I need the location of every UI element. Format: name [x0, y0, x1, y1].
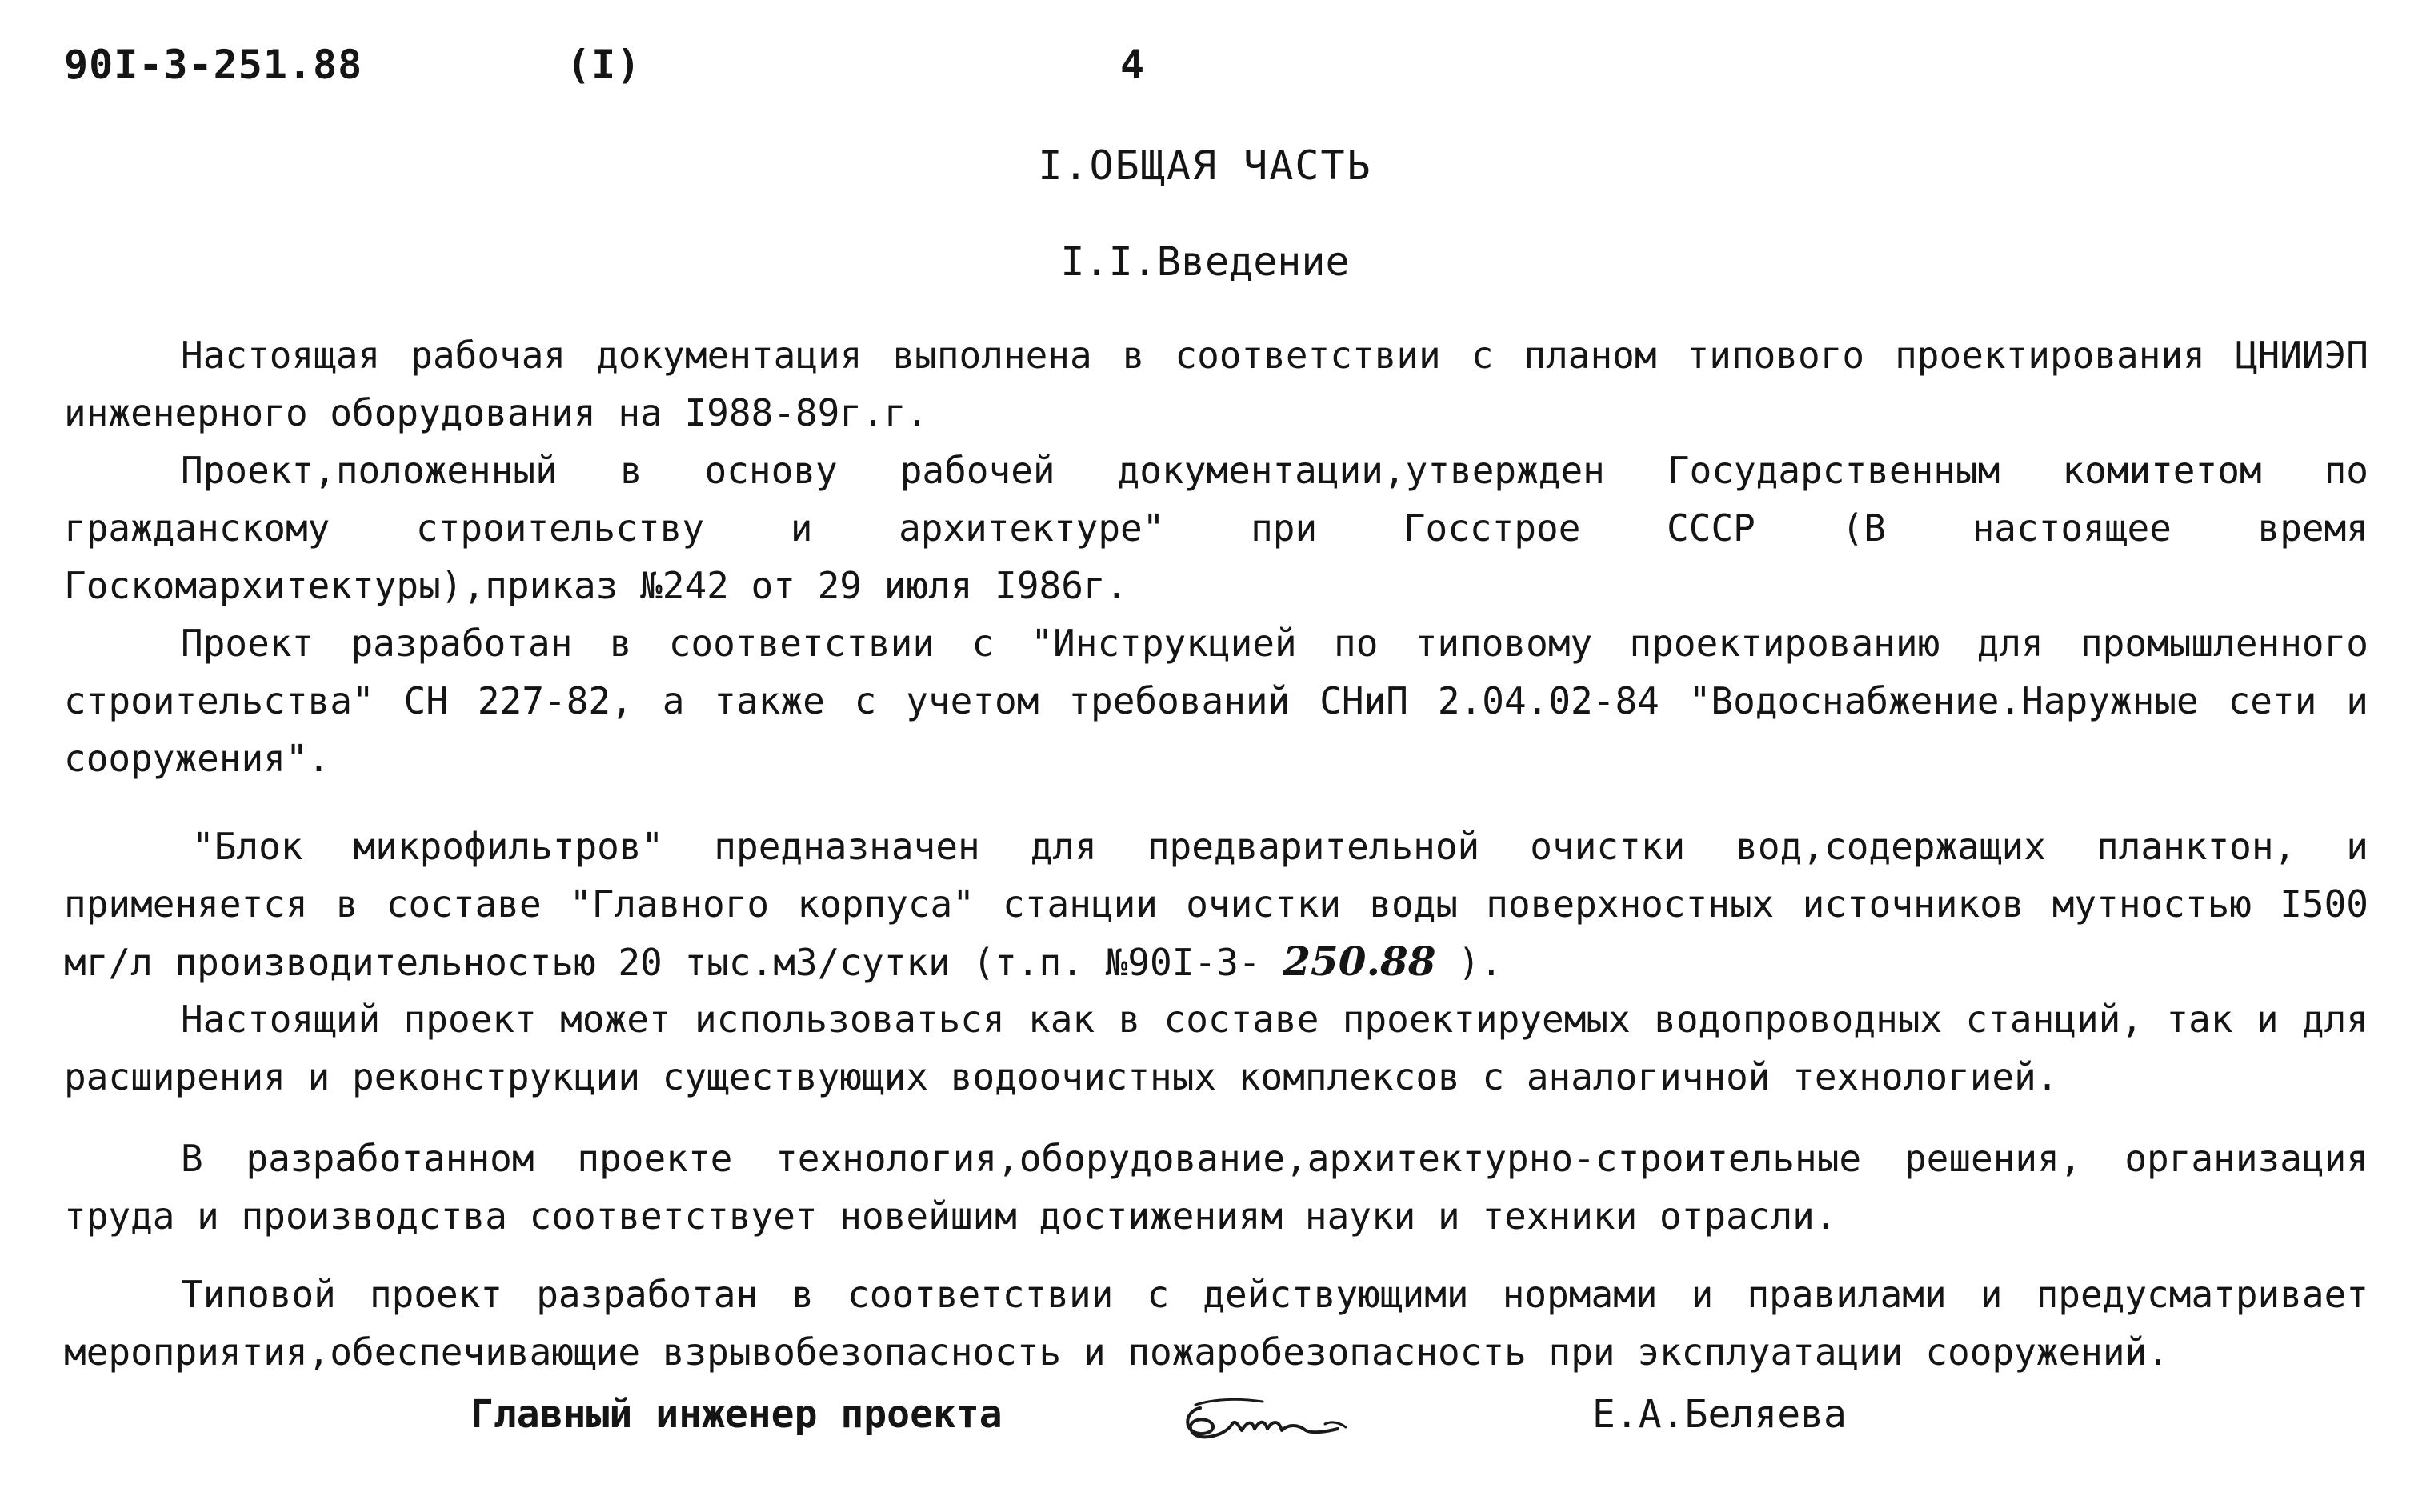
signature-role: Главный инженер проекта	[470, 1392, 1003, 1437]
paragraph-safety: Типовой проект разработан в соответствии с действующими нормами и правилами и предусматривает мероприятия,обеспечивающие взрывобезопасность и пожаробезопасность при эксплуатации сооружений.	[64, 1273, 2368, 1374]
handwritten-signature	[1168, 1384, 1360, 1456]
paragraph-intro: Настоящая рабочая документация выполнена в соответствии с планом типового проектирования ЦНИИЭП инженерного оборудования на I988-89г.г.	[64, 334, 2368, 434]
paragraph-purpose	[64, 818, 2368, 991]
document-part: (I)	[566, 42, 642, 88]
purpose-text-end: ).	[1435, 941, 1503, 984]
signature-name: Е.А.Беляева	[1592, 1392, 1847, 1437]
paragraph-technology: В разработанном проекте технология,оборудование,архитектурно-строительные решения, организация труда и производства соответствует новейшим достижениям науки и техники отрасли.	[64, 1137, 2368, 1238]
section-title: I.ОБЩАЯ ЧАСТЬ	[1038, 142, 1372, 189]
handwritten-project-number: 250.88	[1283, 938, 1436, 985]
subsection-title: I.I.Введение	[1060, 238, 1350, 285]
page-number: 4	[1120, 42, 1146, 88]
signature-block	[0, 1392, 2410, 1456]
paragraph-usage: Настоящий проект может использоваться как в составе проектируемых водопроводных станций, так и для расширения и реконструкции существующих водоочистных комплексов с аналогичной технологией.	[64, 998, 2368, 1098]
purpose-text: "Блок микрофильтров" предназначен для предварительной очистки вод,содержащих планктон, и применяется в составе "Главного корпуса" станции очистки воды поверхностных источников мутностью I500 мг/л производительностью 20 тыс.м3/сутки (т.п. №90I-3-	[64, 825, 2368, 984]
paragraph-standards: Проект разработан в соответствии с "Инструкцией по типовому проектированию для промышленного строительства" СН 227-82, а также с учетом требований СНиП 2.04.02-84 "Водоснабжение.Наружные сети и сооружения".	[64, 622, 2368, 780]
paragraph-approval: Проект,положенный в основу рабочей документации,утвержден Государственным комитетом по гражданскому строительству и архитектуре" при Госстрое СССР (В настоящее время Госкомархитектуры),приказ №242 от 29 июля I986г.	[64, 449, 2368, 607]
document-code: 90I-3-251.88	[64, 42, 363, 88]
